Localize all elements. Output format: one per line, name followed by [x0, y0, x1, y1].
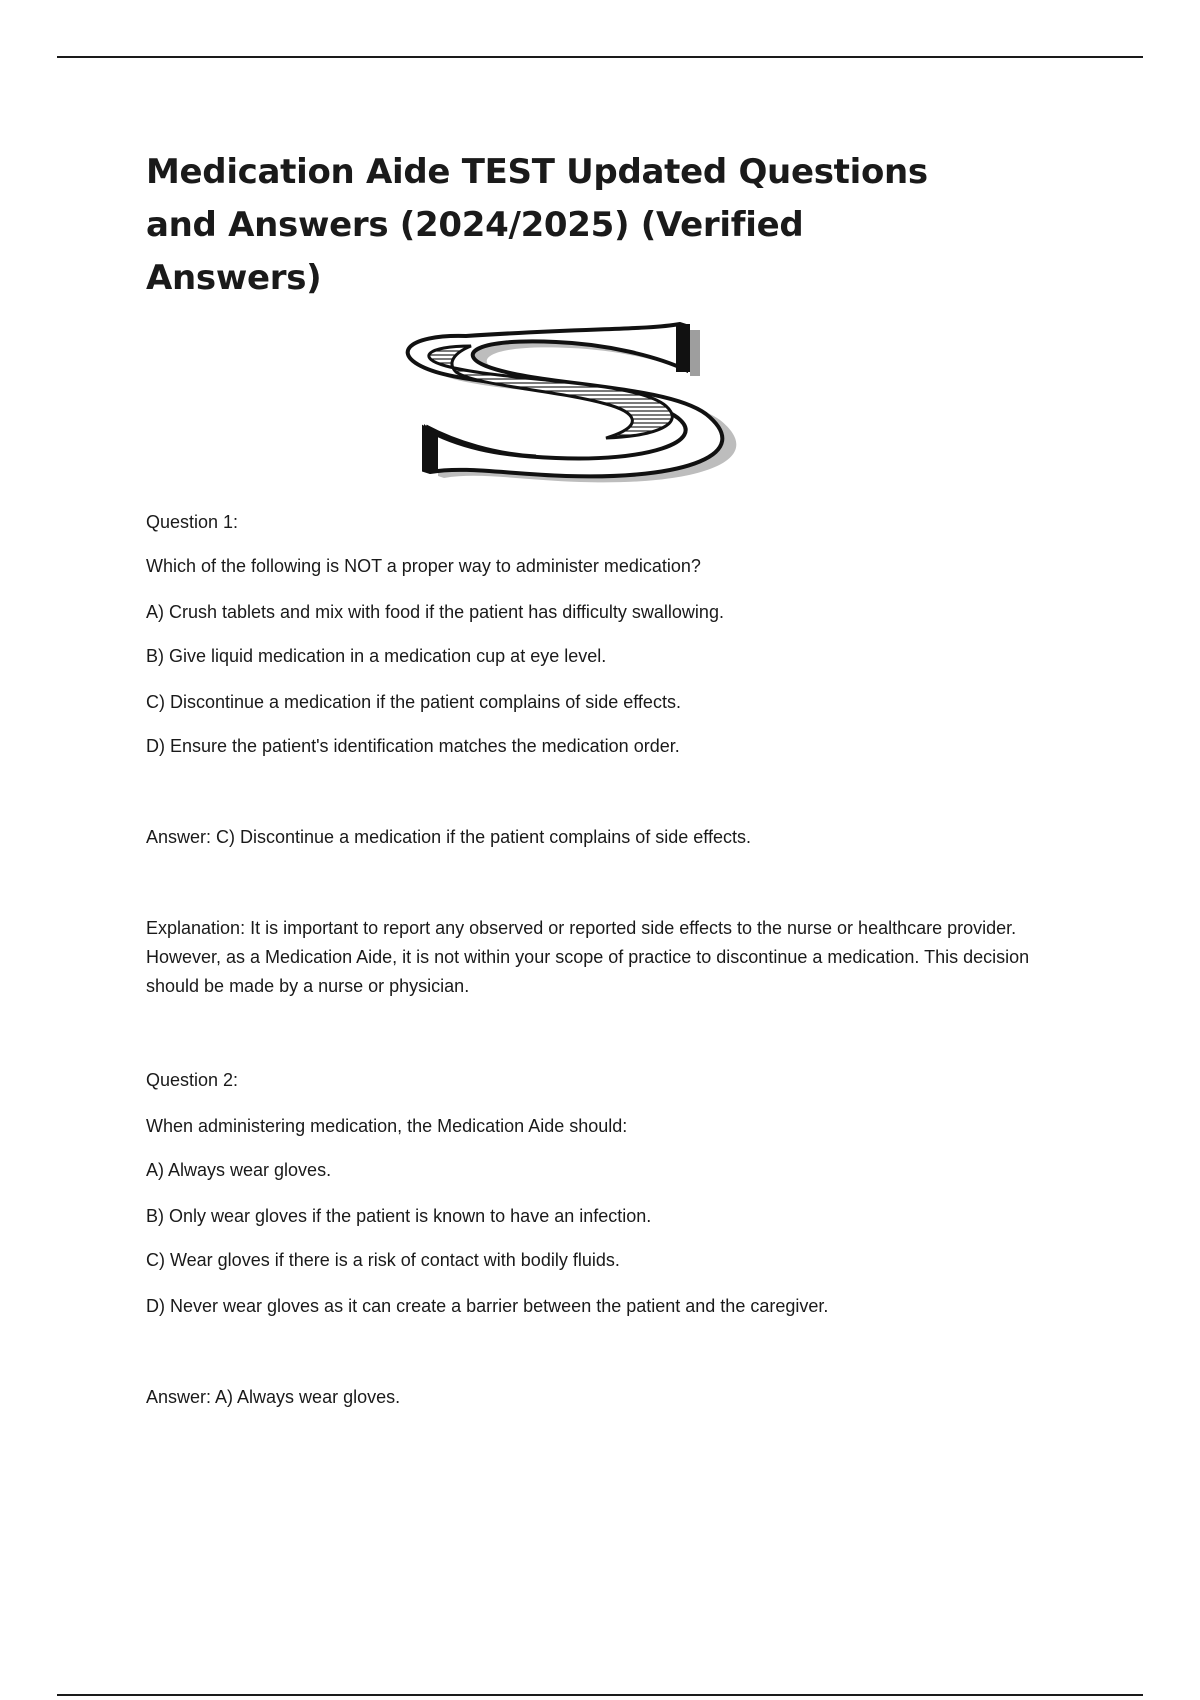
question-1-option-a: A) Crush tablets and mix with food if the patient has difficulty swallowing.	[146, 602, 724, 622]
question-2-answer: Answer: A) Always wear gloves.	[146, 1387, 401, 1407]
question-2-option-d: D) Never wear gloves as it can create a barrier between the patient and the caregiver.	[146, 1296, 829, 1316]
question-1-option-d: D) Ensure the patient's identification matches the medication order.	[146, 736, 680, 756]
decorative-s-logo-icon	[306, 286, 806, 486]
question-2-option-c: C) Wear gloves if there is a risk of contact with bodily fluids.	[146, 1250, 620, 1270]
document-title: Medication Aide TEST Updated Questions and Answers (2024/2025) (Verified Answers)	[146, 152, 928, 298]
top-divider	[57, 56, 1143, 58]
question-1-option-c: C) Discontinue a medication if the patient complains of side effects.	[146, 692, 681, 712]
question-1-option-b: B) Give liquid medication in a medication cup at eye level.	[146, 646, 607, 666]
question-1-prompt: Which of the following is NOT a proper way to administer medication?	[146, 556, 701, 576]
bottom-divider	[57, 1694, 1143, 1696]
question-2-option-b: B) Only wear gloves if the patient is known to have an infection.	[146, 1206, 652, 1226]
question-2-label: Question 2:	[146, 1070, 239, 1090]
document-body	[146, 146, 1066, 1407]
question-2-prompt: When administering medication, the Medication Aide should:	[146, 1116, 628, 1136]
question-2-option-a: A) Always wear gloves.	[146, 1160, 332, 1180]
question-1-explanation: Explanation: It is important to report any observed or reported side effects to the nurse or healthcare provider. However, as a Medication Aide, it is not within your scope of practice to discontinue a medication. This decision should be made by a nurse or physician.	[146, 918, 1030, 996]
question-1-label: Question 1:	[146, 512, 239, 532]
question-1-answer: Answer: C) Discontinue a medication if the patient complains of side effects.	[146, 827, 751, 847]
